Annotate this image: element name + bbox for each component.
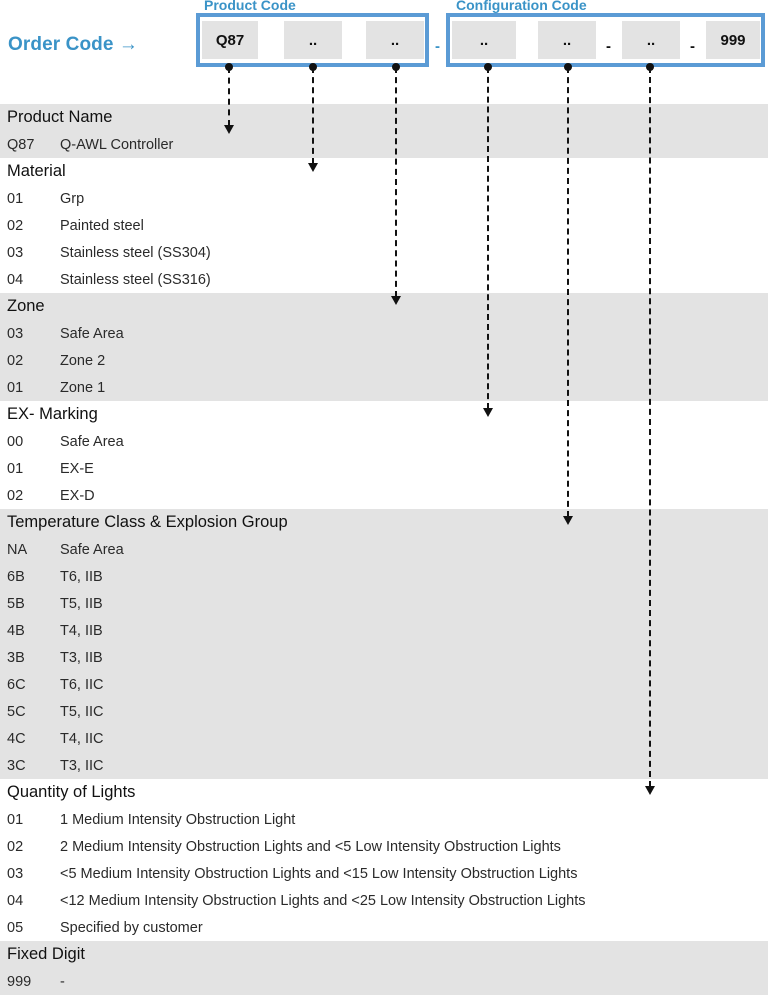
option-row xyxy=(0,914,768,941)
option-value: EX-E xyxy=(60,460,94,477)
arrow-line xyxy=(395,67,397,297)
section-title: Material xyxy=(7,162,66,180)
section-title: Quantity of Lights xyxy=(7,783,136,801)
arrow-line xyxy=(567,67,569,517)
option-row xyxy=(0,833,768,860)
option-code: 3B xyxy=(7,649,25,666)
option-value: T6, IIC xyxy=(60,676,104,693)
option-row xyxy=(0,725,768,752)
option-code: NA xyxy=(7,541,28,558)
option-code: 04 xyxy=(7,892,24,909)
option-code: 5B xyxy=(7,595,25,612)
option-row xyxy=(0,752,768,779)
arrow-head xyxy=(391,296,401,305)
option-code: 01 xyxy=(7,811,24,828)
section-title: Product Name xyxy=(7,108,113,126)
option-code: 00 xyxy=(7,433,24,450)
option-value: 2 Medium Intensity Obstruction Lights and <5 Low Intensity Obstruction Lights xyxy=(60,838,561,855)
option-row xyxy=(0,428,768,455)
option-row xyxy=(0,347,768,374)
option-row xyxy=(0,482,768,509)
product-code-title: Product Code xyxy=(204,0,296,13)
option-code: 6C xyxy=(7,676,26,693)
arrow-line xyxy=(487,67,489,409)
option-value: T5, IIB xyxy=(60,595,103,612)
option-row xyxy=(0,563,768,590)
option-row xyxy=(0,698,768,725)
option-value: <5 Medium Intensity Obstruction Lights and <15 Low Intensity Obstruction Lights xyxy=(60,865,578,882)
option-code: 03 xyxy=(7,865,24,882)
section-title: Zone xyxy=(7,297,45,315)
option-value: - xyxy=(60,973,65,990)
section-title: Fixed Digit xyxy=(7,945,85,963)
option-code: 02 xyxy=(7,352,24,369)
group-separator: - xyxy=(435,38,440,55)
option-row xyxy=(0,590,768,617)
option-value: <12 Medium Intensity Obstruction Lights and <25 Low Intensity Obstruction Lights xyxy=(60,892,586,909)
arrow-head xyxy=(224,125,234,134)
option-value: Zone 1 xyxy=(60,379,106,396)
option-row xyxy=(0,212,768,239)
arrow-head xyxy=(483,408,493,417)
option-value: T6, IIB xyxy=(60,568,103,585)
option-code: 3C xyxy=(7,757,26,774)
option-value: T4, IIB xyxy=(60,622,103,639)
option-code: 6B xyxy=(7,568,25,585)
option-row xyxy=(0,374,768,401)
section-title: EX- Marking xyxy=(7,405,98,423)
option-value: Safe Area xyxy=(60,541,124,558)
option-row xyxy=(0,671,768,698)
option-value: Stainless steel (SS304) xyxy=(60,244,211,261)
option-code: 4C xyxy=(7,730,26,747)
option-row xyxy=(0,536,768,563)
option-code: 02 xyxy=(7,217,24,234)
option-value: Safe Area xyxy=(60,433,124,450)
option-code: 4B xyxy=(7,622,25,639)
option-code: 999 xyxy=(7,973,32,990)
option-value: Painted steel xyxy=(60,217,144,234)
option-value: Safe Area xyxy=(60,325,124,342)
option-value: EX-D xyxy=(60,487,95,504)
option-code: 02 xyxy=(7,838,24,855)
option-code: 03 xyxy=(7,244,24,261)
option-row xyxy=(0,320,768,347)
code-cell-temperature[interactable]: .. xyxy=(538,21,596,59)
option-value: Specified by customer xyxy=(60,919,203,936)
arrow-head xyxy=(308,163,318,172)
option-code: 01 xyxy=(7,190,24,207)
option-value: Q-AWL Controller xyxy=(60,136,174,153)
option-row xyxy=(0,968,768,995)
arrow-head xyxy=(645,786,655,795)
configuration-code-title: Configuration Code xyxy=(456,0,587,13)
code-cell-quantity[interactable]: .. xyxy=(622,21,680,59)
option-row xyxy=(0,131,768,158)
order-code-label: Order Code → xyxy=(8,34,138,55)
arrow-line xyxy=(312,67,314,164)
code-separator: - xyxy=(606,38,611,55)
option-value: T4, IIC xyxy=(60,730,104,747)
code-separator: - xyxy=(690,38,695,55)
code-cell-product[interactable]: Q87 xyxy=(202,21,258,59)
code-cell-ex-marking[interactable]: .. xyxy=(452,21,516,59)
option-value: 1 Medium Intensity Obstruction Light xyxy=(60,811,296,828)
option-row xyxy=(0,266,768,293)
option-row xyxy=(0,185,768,212)
option-value: Stainless steel (SS316) xyxy=(60,271,211,288)
arrow-line xyxy=(228,67,230,126)
option-value: Grp xyxy=(60,190,85,207)
option-value: Zone 2 xyxy=(60,352,106,369)
option-code: 01 xyxy=(7,460,24,477)
option-row xyxy=(0,617,768,644)
option-code: 02 xyxy=(7,487,24,504)
option-value: T3, IIB xyxy=(60,649,103,666)
option-code: 05 xyxy=(7,919,24,936)
option-row xyxy=(0,806,768,833)
section-title: Temperature Class & Explosion Group xyxy=(7,513,288,531)
option-row xyxy=(0,887,768,914)
code-cell-material[interactable]: .. xyxy=(284,21,342,59)
option-row xyxy=(0,455,768,482)
option-code: 5C xyxy=(7,703,26,720)
code-cell-zone[interactable]: .. xyxy=(366,21,424,59)
arrow-head xyxy=(563,516,573,525)
option-code: 03 xyxy=(7,325,24,342)
option-row xyxy=(0,860,768,887)
arrow-line xyxy=(649,67,651,787)
option-code: 01 xyxy=(7,379,24,396)
option-code: 04 xyxy=(7,271,24,288)
option-value: T3, IIC xyxy=(60,757,104,774)
option-row xyxy=(0,239,768,266)
option-code: Q87 xyxy=(7,136,35,153)
option-value: T5, IIC xyxy=(60,703,104,720)
code-cell-fixed-digit[interactable]: 999 xyxy=(706,21,760,59)
option-row xyxy=(0,644,768,671)
